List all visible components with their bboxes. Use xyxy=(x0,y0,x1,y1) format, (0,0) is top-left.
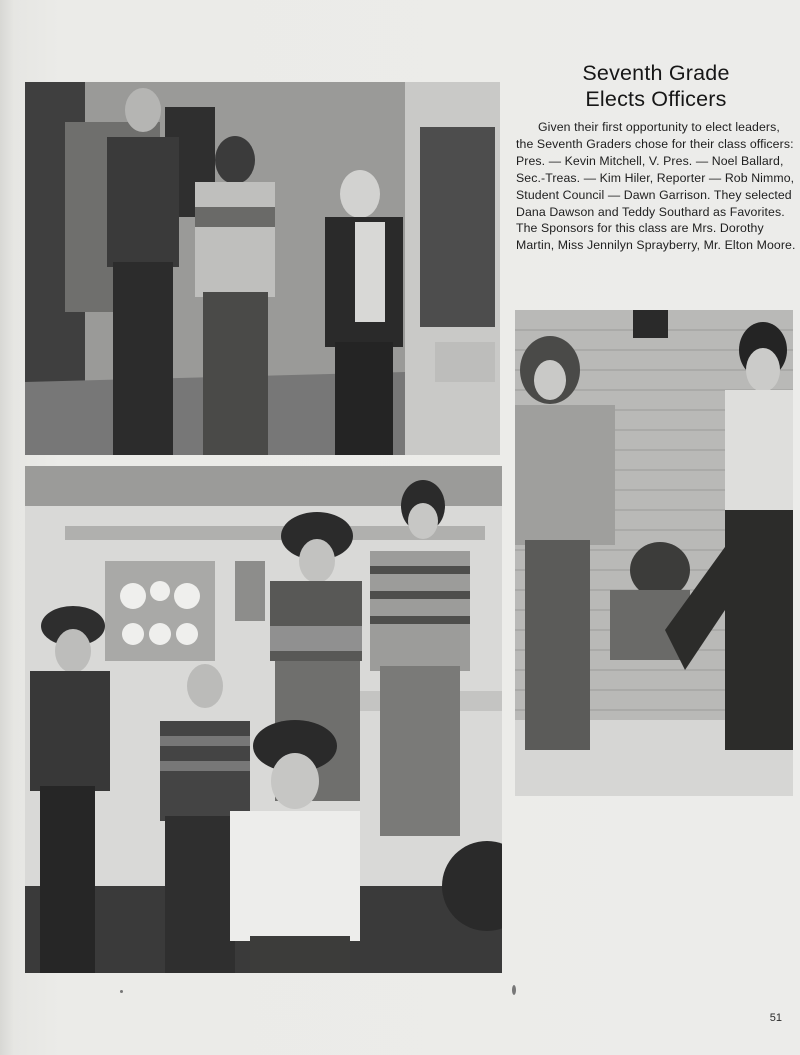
photo-sponsors-hallway-image xyxy=(25,82,500,455)
article-body: Given their first opportunity to elect leaders, the Seventh Graders chose for their class officers: Pres. — Kevin Mitchell, V. Pres. — Noel Ballard, Sec.-Treas. — Kim Hiler, Reporter — Rob Nimmo, Student Council — Dawn Garrison. They selected Dana Dawson and Teddy Southard as Favorites. The Sponsors for this class are Mrs. Dorothy Martin, Miss Jennilyn Sprayberry, Mr. Elton Moore. xyxy=(516,120,796,253)
photo-class-favorites xyxy=(515,310,793,796)
photo-fire-truck-group-image xyxy=(25,466,502,973)
article-block xyxy=(516,60,796,254)
headline-line-2: Elects Officers xyxy=(585,87,727,111)
print-speck xyxy=(512,985,516,995)
photo-fire-truck-group xyxy=(25,466,502,973)
article-headline xyxy=(516,60,796,112)
headline-line-1: Seventh Grade xyxy=(582,61,730,85)
photo-class-favorites-image xyxy=(515,310,793,796)
page-number: 51 xyxy=(769,1012,782,1024)
photo-sponsors-hallway xyxy=(25,82,500,455)
print-speck xyxy=(120,990,123,993)
